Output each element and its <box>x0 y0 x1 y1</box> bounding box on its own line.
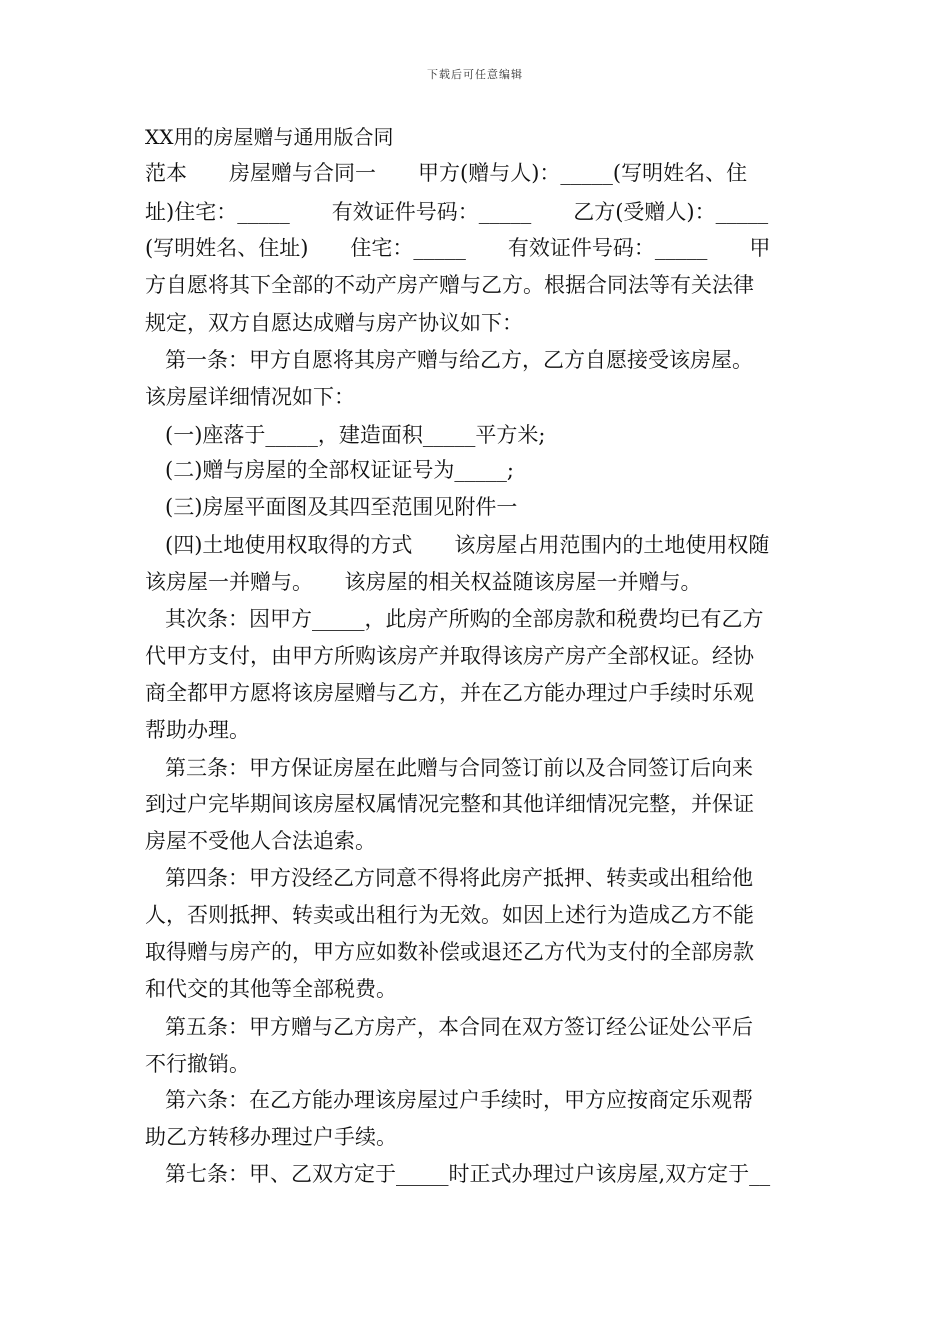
document-title: XX用的房屋赠与通用版合同 <box>145 125 394 149</box>
paragraph-line: 不行撤销。 <box>145 1052 250 1076</box>
paragraph-line: 和代交的其他等全部税费。 <box>145 977 397 1001</box>
paragraph-line: 帮助办理。 <box>145 718 250 742</box>
paragraph-line: 规定，双方自愿达成赠与房产协议如下： <box>145 311 523 335</box>
article-line: 第六条：在乙方能办理该房屋过户手续时，甲方应按商定乐观帮 <box>165 1088 753 1112</box>
article-line: 第一条：甲方自愿将其房产赠与给乙方，乙方自愿接受该房屋。 <box>165 348 753 372</box>
article-line: 第五条：甲方赠与乙方房产，本合同在双方签订经公证处公平后 <box>165 1015 753 1039</box>
paragraph-line: 到过户完毕期间该房屋权属情况完整和其他详细情况完整，并保证 <box>145 792 754 816</box>
paragraph-line: (写明姓名、住址) 住宅：_____ 有效证件号码：_____ 甲 <box>145 236 771 260</box>
clause-line: (三)房屋平面图及其四至范围见附件一 <box>165 495 518 519</box>
paragraph-line: 范本 房屋赠与合同一 甲方(赠与人)：_____(写明姓名、住 <box>145 161 748 185</box>
paragraph-line: 取得赠与房产的，甲方应如数补偿或退还乙方代为支付的全部房款 <box>145 940 754 964</box>
clause-line: (一)座落于_____，建造面积_____平方米; <box>165 423 546 447</box>
article-line: 第三条：甲方保证房屋在此赠与合同签订前以及合同签订后向来 <box>165 756 753 780</box>
paragraph-line: 商全都甲方愿将该房屋赠与乙方，并在乙方能办理过户手续时乐观 <box>145 681 754 705</box>
article-line: 其次条：因甲方_____，此房产所购的全部房款和税费均已有乙方 <box>165 607 764 631</box>
paragraph-line: 房屋不受他人合法追索。 <box>145 829 376 853</box>
paragraph-line: 该房屋详细情况如下： <box>145 385 355 409</box>
clause-line: (二)赠与房屋的全部权证证号为_____; <box>165 458 514 482</box>
paragraph-line: 址)住宅：_____ 有效证件号码：_____ 乙方(受赠人)：_____ <box>145 200 769 224</box>
paragraph-line: 该房屋一并赠与。 该房屋的相关权益随该房屋一并赠与。 <box>145 570 702 594</box>
article-line: 第七条：甲、乙双方定于_____时正式办理过户该房屋,双方定于__ <box>165 1162 771 1186</box>
article-line: 第四条：甲方没经乙方同意不得将此房产抵押、转卖或出租给他 <box>165 866 753 890</box>
paragraph-line: 方自愿将其下全部的不动产房产赠与乙方。根据合同法等有关法律 <box>145 273 754 297</box>
paragraph-line: 代甲方支付，由甲方所购该房产并取得该房产房产全部权证。经协 <box>145 644 754 668</box>
clause-line: (四)土地使用权取得的方式 该房屋占用范围内的土地使用权随 <box>165 533 770 557</box>
paragraph-line: 助乙方转移办理过户手续。 <box>145 1125 397 1149</box>
page-header-note: 下载后可任意编辑 <box>427 68 523 81</box>
paragraph-line: 人，否则抵押、转卖或出租行为无效。如因上述行为造成乙方不能 <box>145 903 754 927</box>
